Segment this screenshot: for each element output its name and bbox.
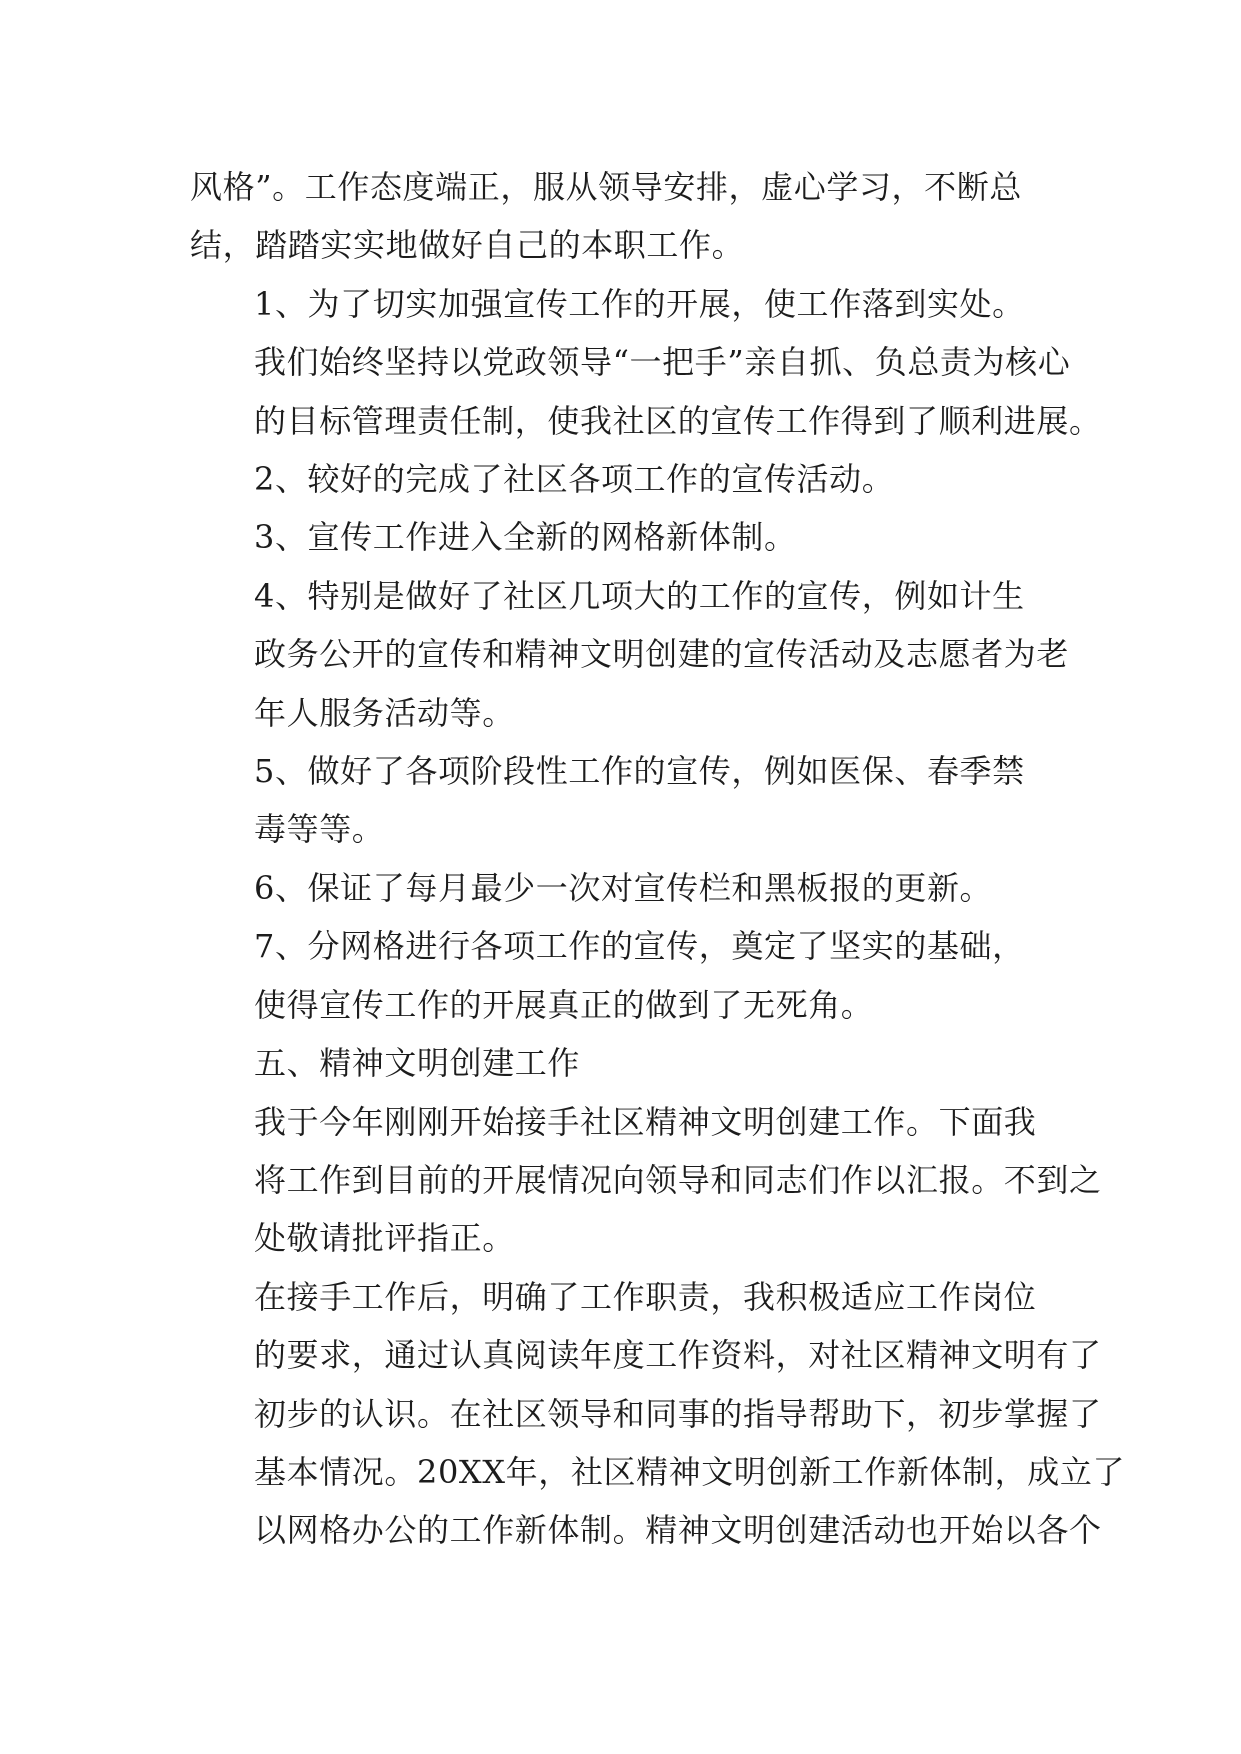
paragraph <box>190 742 1070 859</box>
text-line: 以网格办公的工作新体制。精神文明创建活动也开始以各个 <box>254 1511 1102 1550</box>
text-line: 初步的认识。在社区领导和同事的指导帮助下，初步掌握了 <box>254 1394 1102 1433</box>
text-line: 3、宣传工作进入全新的网格新体制。 <box>254 518 797 557</box>
paragraph <box>190 508 1070 566</box>
paragraph <box>190 859 1070 917</box>
text-line: 风格”。工作态度端正，服从领导安排，虚心学习，不断总 <box>190 168 1022 206</box>
paragraph <box>190 567 1070 742</box>
text-line: 1、为了切实加强宣传工作的开展，使工作落到实处。 <box>254 284 1025 323</box>
text-line: 政务公开的宣传和精神文明创建的宣传活动及志愿者为老 <box>254 635 1070 674</box>
text-line: 结，踏踏实实地做好自己的本职工作。 <box>190 226 745 265</box>
text-line: 我们始终坚持以党政领导“一把手”亲自抓、负总责为核心 <box>254 343 1071 382</box>
text-line: 我于今年刚刚开始接手社区精神文明创建工作。下面我 <box>254 1102 1037 1141</box>
text-line: 的目标管理责任制，使我社区的宣传工作得到了顺利进展。 <box>254 401 1102 440</box>
text-line: 五、精神文明创建工作 <box>254 1044 581 1083</box>
text-line: 的要求，通过认真阅读年度工作资料，对社区精神文明有了 <box>254 1336 1102 1375</box>
text-line: 毒等等。 <box>254 810 385 849</box>
document-body <box>190 158 1126 1560</box>
text-line: 处敬请批评指正。 <box>254 1219 515 1258</box>
text-line: 使得宣传工作的开展真正的做到了无死角。 <box>254 985 874 1024</box>
text-line: 年人服务活动等。 <box>254 693 515 732</box>
text-line: 6、保证了每月最少一次对宣传栏和黑板报的更新。 <box>254 868 993 907</box>
section-heading <box>190 1034 1070 1092</box>
paragraph <box>190 275 1102 450</box>
paragraph <box>190 450 1070 508</box>
paragraph <box>190 917 1070 1034</box>
paragraph <box>190 1093 1102 1268</box>
text-line: 4、特别是做好了社区几项大的工作的宣传，例如计生 <box>254 576 1025 615</box>
text-line: 基本情况。20XX年，社区精神文明创新工作新体制，成立了 <box>254 1452 1126 1491</box>
paragraph <box>190 1268 1126 1560</box>
text-line: 5、做好了各项阶段性工作的宣传，例如医保、春季禁 <box>254 752 1025 791</box>
text-line: 7、分网格进行各项工作的宣传，奠定了坚实的基础， <box>254 927 1025 966</box>
text-line: 将工作到目前的开展情况向领导和同志们作以汇报。不到之 <box>254 1160 1102 1199</box>
paragraph <box>190 158 1070 275</box>
text-line: 在接手工作后，明确了工作职责，我积极适应工作岗位 <box>254 1277 1037 1316</box>
text-line: 2、较好的完成了社区各项工作的宣传活动。 <box>254 460 895 499</box>
